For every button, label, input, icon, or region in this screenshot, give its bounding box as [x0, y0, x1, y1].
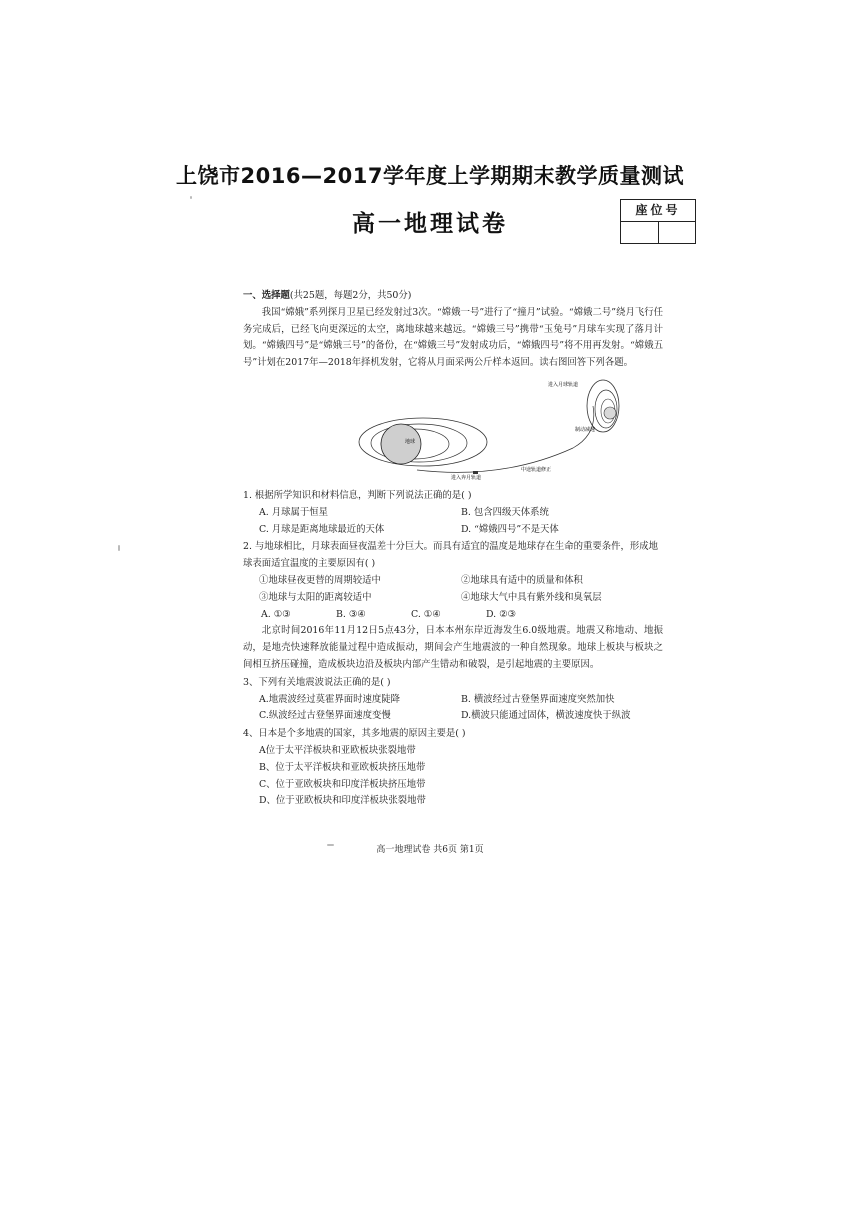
exam-content	[243, 288, 663, 810]
answer-option: A.地震波经过莫霍界面时速度陡降	[259, 693, 401, 705]
question-stem: 2. 与地球相比，月球表面昼夜温差十分巨大。而具有适宜的温度是地球存在生命的重要条件，形成地球表面适宜温度的主要原因有( )	[243, 541, 659, 570]
question-stem: 3、下列有关地震波说法正确的是( )	[243, 676, 391, 688]
section-note: (共25题，每题2分，共50分)	[289, 290, 412, 301]
moon-icon	[604, 407, 616, 419]
answer-option: C. 月球是距离地球最近的天体	[259, 523, 385, 535]
answer-option: B. 包含四级天体系统	[461, 506, 549, 518]
answer-option: A. ①③	[261, 608, 291, 620]
seat-number-cell	[621, 222, 658, 244]
diagram-label: 地球	[405, 438, 416, 445]
answer-option: B、位于太平洋板块和亚欧板块挤压地带	[259, 761, 426, 773]
condition-item: ①地球昼夜更替的周期较适中	[259, 574, 381, 586]
section-heading: 一、选择题	[243, 290, 290, 301]
question-stem: 4、日本是个多地震的国家，其多地震的原因主要是( )	[243, 728, 466, 740]
condition-item: ④地球大气中具有紫外线和臭氧层	[461, 591, 602, 603]
answer-option: A位于太平洋板块和亚欧板块张裂地带	[259, 744, 416, 756]
answer-option: A. 月球属于恒星	[259, 506, 328, 518]
question-2	[243, 539, 663, 623]
scan-speck	[190, 196, 192, 199]
page-footer: 高一地理试卷 共6页 第1页	[376, 845, 484, 855]
answer-option: D.横波只能通过固体，横波速度快于纵波	[461, 710, 631, 722]
question-4	[243, 726, 663, 810]
condition-item: ②地球具有适中的质量和体积	[461, 574, 583, 586]
earthquake-passage: 北京时间2016年11月12日5点43分，日本本州东岸近海发生6.0级地震。地震又称地动、地振动，是地壳快速释放能量过程中造成振动，期间会产生地震波的一种自然现象。地球上板块与板块之间相互挤压碰撞，造成板块边沿及板块内部产生错动和破裂，是引起地震的主要原因。	[243, 625, 663, 670]
answer-option: D. “嫦娥四号”不是天体	[461, 523, 559, 535]
diagram-label: 制动减速	[575, 426, 596, 433]
answer-option: C、位于亚欧板块和印度洋板块挤压地带	[259, 778, 426, 790]
diagram-label: 中途轨道修正	[521, 466, 552, 473]
answer-option: C.纵波经过古登堡界面速度变慢	[259, 710, 391, 722]
scan-speck	[118, 545, 120, 551]
page-title: 上饶市2016—2017学年度上学期期末教学质量测试	[176, 164, 684, 188]
seat-number-label: 座位号	[621, 200, 695, 222]
condition-item: ③地球与太阳的距离较适中	[259, 591, 372, 603]
exam-subtitle: 高一地理试卷	[352, 211, 508, 237]
diagram-label: 进入月球轨道	[548, 381, 579, 388]
answer-option: D. ②③	[486, 608, 516, 620]
seat-number-box	[620, 199, 696, 244]
answer-option: D、位于亚欧板块和印度洋板块张裂地带	[259, 795, 426, 807]
section-heading-line	[243, 288, 663, 305]
answer-option: C. ①④	[411, 608, 441, 620]
seat-number-cell	[658, 222, 696, 244]
answer-option: B. 横波经过古登堡界面速度突然加快	[461, 693, 615, 705]
lunar-orbit-diagram	[353, 376, 653, 486]
diagram-label: 进入奔月轨道	[451, 474, 482, 481]
intro-paragraph: 我国“嫦娥”系列探月卫星已经发射过3次。“嫦娥一号”进行了“撞月”试验。“嫦娥二号”绕月飞行任务完成后，已经飞向更深远的太空，离地球越来越远。“嫦娥三号”携带“玉兔号”月球车实现了落月计划。“嫦娥四号”是“嫦娥三号”的备份，在“嫦娥三号”发射成功后，“嫦娥四号”将不用再发射。“嫦娥五号”计划在2017年—2018年择机发射，它将从月面采两公斤样本返回。读右图回答下列各题。	[243, 306, 663, 369]
question-1	[243, 488, 663, 538]
question-stem: 1. 根据所学知识和材料信息，判断下列说法正确的是( )	[243, 489, 472, 501]
answer-option: B. ③④	[336, 608, 366, 620]
question-3	[243, 675, 663, 725]
